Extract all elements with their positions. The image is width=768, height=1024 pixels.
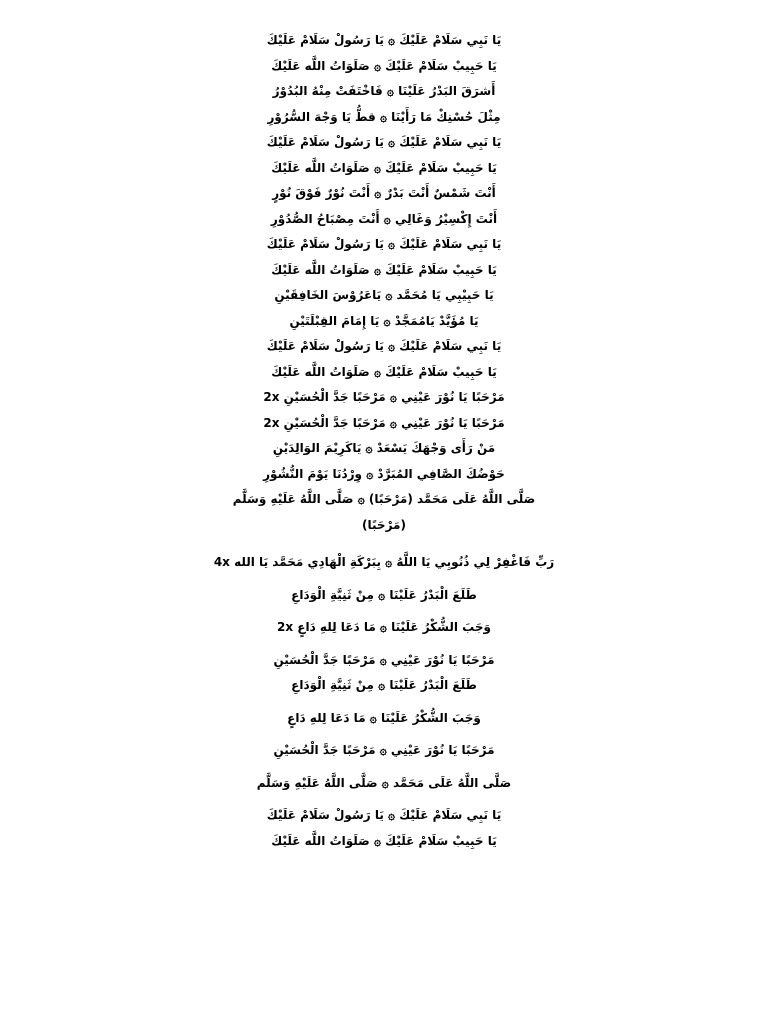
poem-line: مِثْلَ حُسْنِكْ مَا رَأَيْنَا ۞ قطُّ يَا وَجْهَ السُّرُوْرِ <box>267 109 501 124</box>
poem-line: يَا نَبِي سَلَامْ عَلَيْكَ ۞ يَا رَسُولْ سَلَامْ عَلَيْكَ <box>266 33 502 47</box>
poem-line: حَوْضُكَ الصَّافِي المُبَرَّدْ ۞ وِرْدُنَا يَوْمَ النُّشُوْرِ <box>263 466 505 481</box>
poem-line: وَجَبَ الشُّكْرُ عَلَيْنَا ۞ مَا دَعَا لِلهِ دَاعٍ <box>287 710 481 725</box>
poem-line: وَجَبَ الشُّكْرُ عَلَيْنَا ۞ مَا دَعَا لِلهِ دَاعٍ 2x <box>277 620 491 634</box>
poem-line: يَا نَبِي سَلَامْ عَلَيْكَ ۞ يَا رَسُولْ سَلَامْ عَلَيْكَ <box>266 237 502 251</box>
poem-line: أَنْتَ شَمْسٌ أَنْتَ بَدْرٌ ۞ أَنْتَ نُوْرٌ فَوْقَ نُوْرٍ <box>272 186 496 200</box>
poem-line: يَا نَبِي سَلَامْ عَلَيْكَ ۞ يَا رَسُولْ سَلَامْ عَلَيْكَ <box>266 339 502 353</box>
poem-line: صَلَّى اللَّهُ عَلَى مَحَمَّد (مَرْحَبًا) ۞ صَلَّى اللَّهُ عَلَيْهِ وَسَلَّم <box>232 492 536 506</box>
poem-line: يَا حَبِيبْ سَلَامْ عَلَيْكَ ۞ صَلَوَاتُ اللَّه عَلَيْكَ <box>271 364 497 379</box>
poem-line: يَا نَبِي سَلَامْ عَلَيْكَ ۞ يَا رَسُولْ سَلَامْ عَلَيْكَ <box>266 808 502 822</box>
poem-line: مَرْحَبًا يَا نُوْرَ عَيْنِي ۞ مَرْحَبًا جَدَّ الْحُسَيْنِ <box>273 652 495 667</box>
poem-line: صَلَّى اللَّهُ عَلَى مَحَمَّد ۞ صَلَّى اللَّهُ عَلَيْهِ وَسَلَّم <box>256 775 512 790</box>
poem-line: يَا مُؤَيَّدْ يَامُمَجَّدْ ۞ يَا إِمَامَ القِبْلَتَيْنِ <box>289 313 479 328</box>
poem-line: يَا حَبِيبْ سَلَامْ عَلَيْكَ ۞ صَلَوَاتُ اللَّه عَلَيْكَ <box>271 160 497 175</box>
poem-line: مَرْحَبًا يَا نُوْرَ عَيْنِي ۞ مَرْحَبًا جَدَّ الْحُسَيْنِ 2x <box>263 390 505 404</box>
poem-line: يَا حَبِيبْ سَلَامْ عَلَيْكَ ۞ صَلَوَاتُ اللَّه عَلَيْكَ <box>271 58 497 73</box>
document-page <box>0 28 768 854</box>
poem-line: طَلَعَ الْبَدْرُ عَلَيْنَا ۞ مِنْ ثَنِيَّةِ الْوَدَاعِ <box>291 678 477 692</box>
poem-line: طَلَعَ الْبَدْرُ عَلَيْنَا ۞ مِنْ ثَنِيَّةِ الْوَدَاعِ <box>291 587 477 602</box>
poem-line: أَشرَقَ البَدْرُ عَلَيْنَا ۞ فَاخْتَفَتْ مِنْهُ البُدُوْرُ <box>272 84 496 98</box>
poem-line: (مَرْحَبًا) <box>362 517 406 532</box>
poem-line: يَا حَبِيْبِي يَا مُحَمَّد ۞ يَاعَرُوْسَ الخَافِقَيْنِ <box>274 288 494 302</box>
poem-line: أَنْتَ إِكْسِيْرُ وَغَالِي ۞ أَنْتَ مِصْبَاحُ الصُّدُوْرِ <box>270 211 498 226</box>
poem-line: يَا نَبِي سَلَامْ عَلَيْكَ ۞ يَا رَسُولْ سَلَامْ عَلَيْكَ <box>266 135 502 149</box>
poem-line: مَنْ رَأَى وَجْهَكَ يَسْعَدْ ۞ يَاكَرِيْمَ الوَالِدَيْنِ <box>272 441 496 455</box>
poem-line: رَبِّ فَاغْفِرْ لِي ذُنُوبِي يَا اللَّهُ ۞ بِبَرْكَةِ الْهَادِي مَحَمَّد يَا الله 4x <box>213 555 555 569</box>
poem-line: مَرْحَبًا يَا نُوْرَ عَيْنِي ۞ مَرْحَبًا جَدَّ الْحُسَيْنِ <box>273 743 495 757</box>
poem-line: مَرْحَبًا يَا نُوْرَ عَيْنِي ۞ مَرْحَبًا جَدَّ الْحُسَيْنِ 2x <box>263 415 505 430</box>
poem-line: يَا حَبِيبْ سَلَامْ عَلَيْكَ ۞ صَلَوَاتُ اللَّه عَلَيْكَ <box>271 833 497 848</box>
poem-line: يَا حَبِيبْ سَلَامْ عَلَيْكَ ۞ صَلَوَاتُ اللَّه عَلَيْكَ <box>271 262 497 277</box>
